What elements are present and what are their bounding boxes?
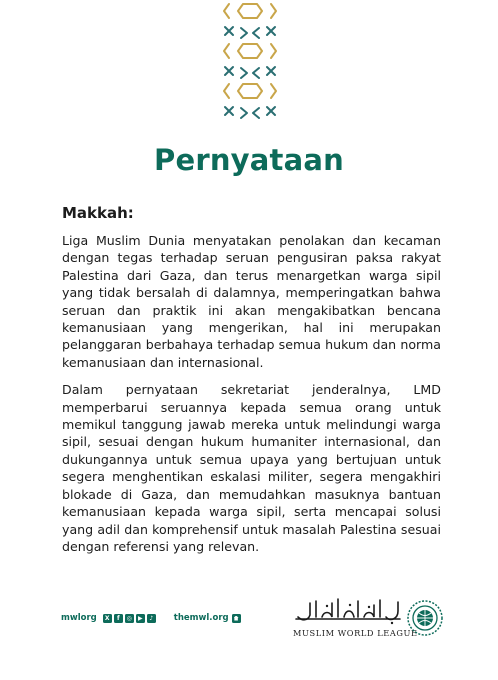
social-handle[interactable]: mwlorg: [61, 613, 97, 623]
website-url[interactable]: themwl.org: [173, 613, 229, 623]
x-icon[interactable]: X: [103, 614, 112, 623]
page-title: Pernyataan: [154, 143, 344, 177]
tiktok-icon[interactable]: ♪: [147, 614, 156, 623]
youtube-icon[interactable]: ▶: [136, 614, 145, 623]
footer-social: [61, 613, 241, 623]
mwl-emblem-icon: [406, 599, 444, 637]
dateline: Makkah:: [62, 204, 134, 222]
decorative-pattern: [221, 0, 279, 124]
instagram-icon[interactable]: ◎: [126, 614, 132, 622]
arabic-logotype: [294, 597, 404, 625]
paragraph-2: Dalam pernyataan sekretariat jenderalnya, LMD memperbarui seruannya kepada semua orang untuk memikul tanggung jawab mereka untuk melindungi warga sipil, sesuai dengan hukum humaniter internasional, dan dukungannya untuk semua upaya yang bertujuan untuk segera menghentikan eskalasi militer, segera mengakhiri blokade di Gaza, dan memudahkan masuknya bantuan kemanusiaan kepada warga sipil, serta mencapai solusi yang adil dan komprehensif untuk masalah Palestina sesuai dengan referensi yang relevan.: [62, 382, 441, 554]
website-link[interactable]: [174, 613, 241, 623]
mwl-logo: [290, 595, 450, 645]
paragraph-1: Liga Muslim Dunia menyatakan penolakan dan kecaman dengan tegas terhadap seruan pengusiran paksa rakyat Palestina dari Gaza, dan terus menargetkan warga sipil yang tidak bersalah di dalamnya, memperingatkan bahwa seruan dan praktik ini akan mengakibatkan bencana kemanusiaan yang mengerikan, hal ini merupakan pelanggaran berbahaya terhadap semua hukum dan norma kemanusiaan dan internasional.: [62, 233, 441, 370]
social-icons: [103, 614, 156, 623]
home-icon: [232, 614, 241, 623]
facebook-icon[interactable]: f: [114, 614, 123, 623]
statement-body: [62, 232, 441, 565]
organization-english: MUSLIM WORLD LEAGUE: [293, 628, 418, 638]
